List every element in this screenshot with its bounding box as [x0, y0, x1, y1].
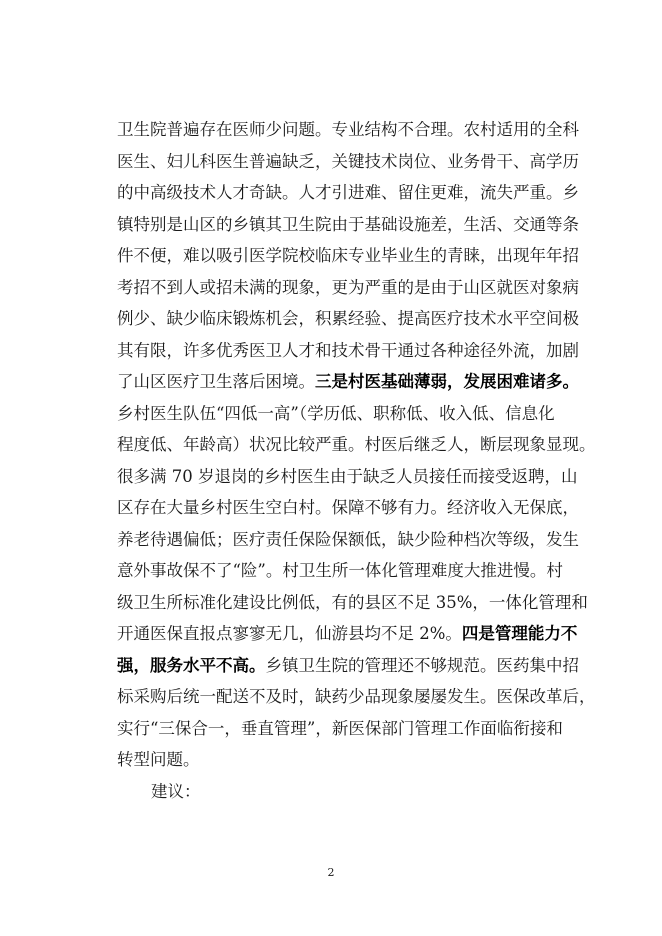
body-text: 实行“三保合一，垂直管理”，新医保部门管理工作面临衔接和: [117, 718, 563, 738]
body-text: 很多满 70 岁退岗的乡村医生由于缺乏人员接任而接受返聘，山: [117, 466, 578, 486]
body-text: 乡镇卫生院的管理还不够规范。医药集中招: [265, 655, 579, 675]
body-text: 考招不到人或招未满的现象，更为严重的是由于山区就医对象病: [117, 277, 579, 297]
body-text: 程度低、年龄高）状况比较严重。村医后继乏人，断层现象显现。: [117, 435, 596, 454]
body-text: 养老待遇偏低；医疗责任保险保额低，缺少险种档次等级，发生: [117, 529, 579, 549]
text-line: [117, 650, 579, 682]
body-text: 医生、妇儿科医生普遍缺乏，关键技术岗位、业务骨干、高学历: [117, 151, 579, 171]
body-text: 的中高级技术人才奇缺。人才引进难、留住更难，流失严重。乡: [117, 183, 579, 202]
text-line: [117, 618, 578, 650]
body-text: 区存在大量乡村医生空白村。保障不够有力。经济收入无保底，: [117, 498, 579, 517]
body-text: 意外事故保不了“险”。村卫生所一体化管理难度大推进慢。村: [117, 561, 563, 580]
body-text: 件不便，难以吸引医学院校临床专业毕业生的青睐，出现年年招: [117, 246, 579, 265]
text-line: [117, 713, 563, 745]
text-line: [117, 335, 579, 367]
body-text: 镇特别是山区的乡镇其卫生院由于基础设施差，生活、交通等条: [117, 214, 579, 234]
body-text: 级卫生所标准化建设比例低，有的县区不足 35%，一体化管理和: [117, 592, 588, 612]
bold-heading-text: 强，服务水平不高。: [117, 655, 266, 675]
text-line: [117, 555, 563, 587]
text-line: [117, 272, 579, 304]
text-line: [117, 209, 579, 241]
body-text: 例少、缺少临床锻炼机会，积累经验、提高医疗技术水平空间极: [117, 309, 579, 328]
text-line: [117, 461, 578, 493]
text-line: [117, 524, 579, 556]
body-text: 转型问题。: [117, 750, 200, 769]
text-line: [117, 177, 579, 209]
body-text: 标采购后统一配送不及时，缺药少品现象屡屡发生。医保改革后，: [117, 687, 596, 706]
bold-heading-text: 四是管理能力不: [461, 624, 578, 643]
text-line: [117, 366, 579, 398]
body-text: 卫生院普遍存在医师少问题。专业结构不合理。农村适用的全科: [117, 120, 579, 139]
text-line: [117, 492, 579, 524]
section-heading-suggestions: [117, 776, 549, 808]
text-line: [117, 240, 579, 272]
body-text: 了山区医疗卫生落后困境。: [117, 372, 315, 391]
text-line: [117, 681, 596, 713]
body-text: 建议：: [151, 781, 201, 801]
text-line: [117, 303, 579, 335]
text-line: [117, 114, 579, 146]
body-text: 乡村医生队伍“四低一高”（学历低、职称低、收入低、信息化: [117, 403, 555, 423]
text-line: [117, 398, 555, 430]
text-line: [117, 146, 579, 178]
bold-heading-text: 三是村医基础薄弱，发展困难诸多。: [315, 372, 579, 391]
body-text: 其有限，许多优秀医卫人才和技术骨干通过各种途径外流，加剧: [117, 340, 579, 360]
page-number: 2: [327, 866, 335, 879]
text-line: [117, 587, 588, 619]
body-text: 开通医保直报点寥寥无几，仙游县均不足 2%。: [117, 624, 462, 643]
text-line: [117, 429, 596, 461]
document-body: [117, 114, 596, 807]
text-line: [117, 744, 549, 776]
